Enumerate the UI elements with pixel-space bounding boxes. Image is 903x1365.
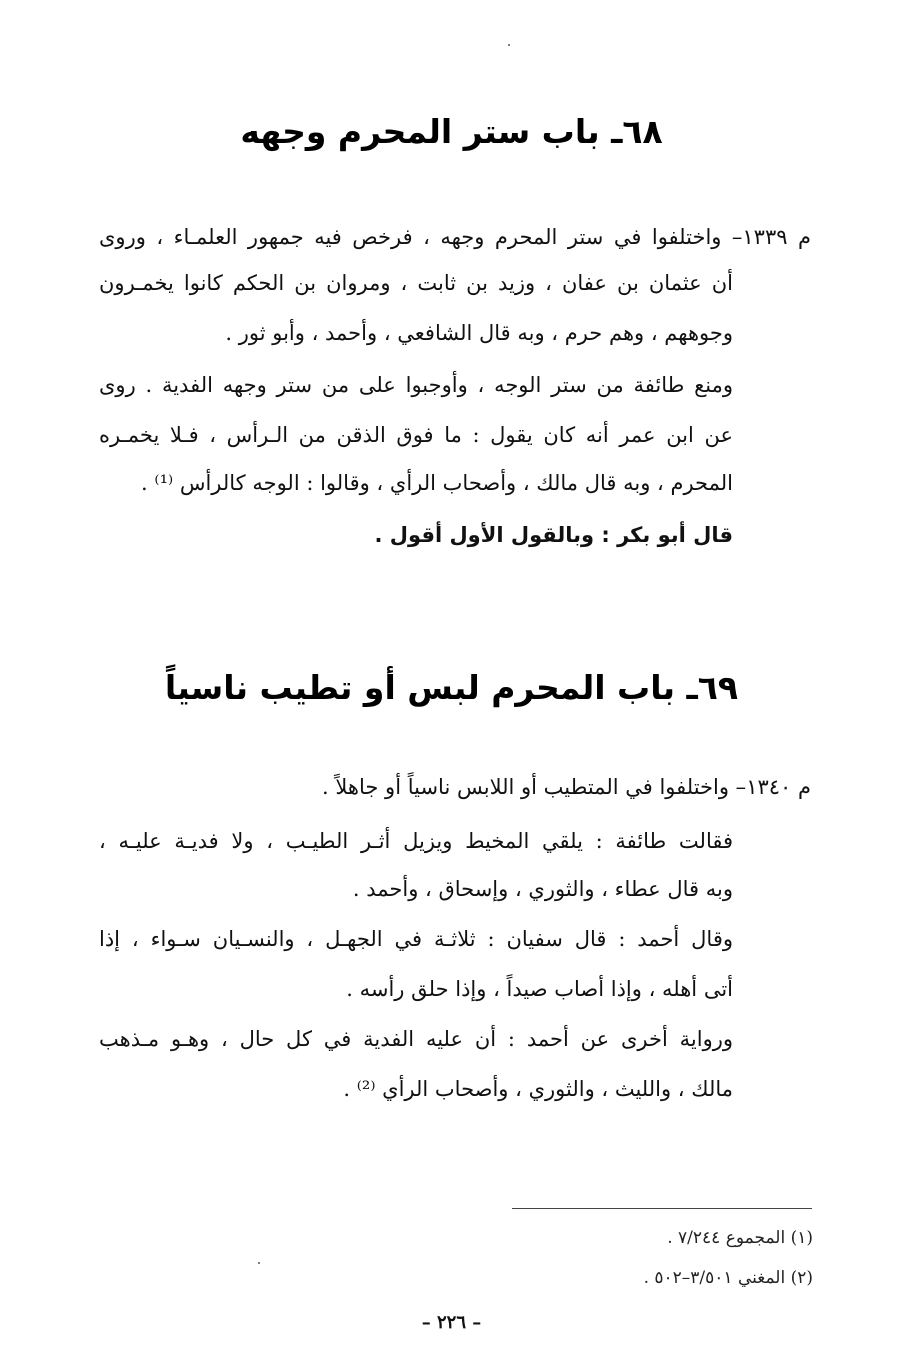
- paragraph-line: أتى أهله ، وإذا أصاب صيداً ، وإذا حلق رأسه .: [346, 977, 733, 1001]
- footnote-2: (٢) المغني ٣/٥٠١–٥٠٢ .: [643, 1268, 813, 1288]
- paragraph-line: ومنع طائفة من ستر الوجه ، وأوجبوا على من ستر وجهه الفدية . روى: [99, 373, 733, 397]
- paragraph-line: المحرم ، وبه قال مالك ، وأصحاب الرأي ، وقالوا : الوجه كالرأس ⁽¹⁾ .: [141, 471, 733, 495]
- paragraph-line: وجوههم ، وهم حرم ، وبه قال الشافعي ، وأحمد ، وأبو ثور .: [225, 321, 733, 345]
- author-remark: قال أبو بكر : وبالقول الأول أقول .: [374, 523, 733, 547]
- paragraph-line: مالك ، والليث ، والثوري ، وأصحاب الرأي ⁽²⁾ .: [343, 1077, 733, 1101]
- paragraph-line: أن عثمان بن عفان ، وزيد بن ثابت ، ومروان بن الحكم كانوا يخمـرون: [99, 271, 733, 295]
- paragraph-line: عن ابن عمر أنه كان يقول : ما فوق الذقن من الـرأس ، فـلا يخمـره: [99, 423, 733, 447]
- page-number: – ٢٢٦ –: [421, 1312, 482, 1333]
- paragraph-line: م ١٣٤٠– واختلفوا في المتطيب أو اللابس ناسياً أو جاهلاً .: [322, 775, 811, 799]
- scan-speck: [508, 44, 510, 46]
- paragraph-line: م ١٣٣٩– واختلفوا في ستر المحرم وجهه ، فرخص فيه جمهور العلمـاء ، وروى: [99, 225, 811, 249]
- footnote-1: (١) المجموع ٧/٢٤٤ .: [667, 1228, 813, 1248]
- scan-speck: [258, 1262, 260, 1264]
- section-68-heading: ٦٨ـ باب ستر المحرم وجهه: [240, 112, 663, 151]
- paragraph-line: فقالت طائفة : يلقي المخيط ويزيل أثـر الطيـب ، ولا فديـة عليـه ،: [99, 829, 733, 853]
- section-69-heading: ٦٩ـ باب المحرم لبس أو تطيب ناسياً: [164, 668, 739, 707]
- paragraph-line: ورواية أخرى عن أحمد : أن عليه الفدية في كل حال ، وهـو مـذهب: [99, 1027, 733, 1051]
- footnote-divider: [512, 1208, 812, 1209]
- paragraph-line: وبه قال عطاء ، والثوري ، وإسحاق ، وأحمد .: [352, 877, 733, 901]
- paragraph-line: وقال أحمد : قال سفيان : ثلاثـة في الجهـل ، والنسـيان سـواء ، إذا: [99, 927, 733, 951]
